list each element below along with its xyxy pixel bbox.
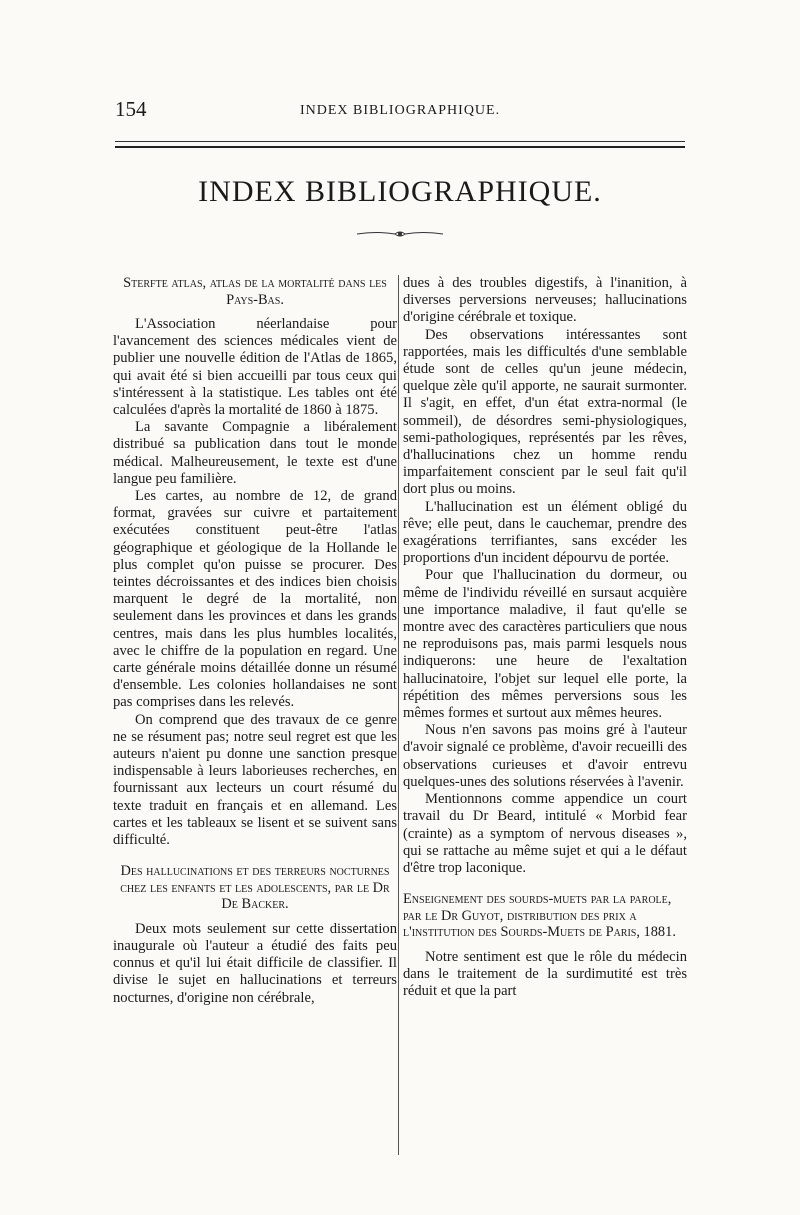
hallucinations-paragraph-3: L'hallucination est un élément obligé du rêve; elle peut, dans le cauchemar, prendre des exagérations terrifiantes, sans excéder les proportions d'un incident dépourvu de portée. <box>403 498 687 567</box>
hallucinations-paragraph-1-continued: dues à des troubles digestifs, à l'inanition, à diverses perversions nerveuses; hallucinations d'origine cérébrale et toxique. <box>403 275 687 326</box>
entry-title-sourds-muets: Enseignement des sourds-muets par la parole, par le Dr Guyot, distribution des prix a l'institution des Sourds-Muets de Paris, 1881. <box>403 891 676 941</box>
atlas-paragraph-1: L'Association néerlandaise pour l'avancement des sciences médicales vient de publier une nouvelle édition de l'Atlas de 1865, qui avait été si bien accueilli par tous ceux qui s'intéressent à la statistique. Les tables ont été calculées d'après la mortalité de 1860 à 1875. <box>113 316 397 419</box>
page-number: 154 <box>115 97 147 121</box>
hallucinations-paragraph-6: Mentionnons comme appendice un court travail du Dr Beard, intitulé « Morbid fear (crainte) as a symptom of nervous diseases », qui se rattache au même sujet et qui a le défaut d'être trop laconique. <box>403 791 687 876</box>
left-column <box>113 275 397 1007</box>
sourds-muets-paragraph-1: Notre sentiment est que le rôle du médecin dans le traitement de la surdimutité est très réduit et que la part <box>403 948 687 1000</box>
hallucinations-paragraph-2: Des observations intéressantes sont rapportées, mais les difficultés d'une semblable étude sont de celles qu'un jeune médecin, quelque zèle qu'il apporte, ne saurait surmonter. Il s'agit, en effet, d'un état extra-normal (le sommeil), de désordres semi-physiologiques, semi-pathologiques, représentés par les rêves, d'hallucinations chez un homme rendu imparfaitement conscient par le seul fait qu'il dort plus ou moins. <box>403 326 687 498</box>
page-header <box>115 97 685 131</box>
running-head: INDEX BIBLIOGRAPHIQUE. <box>300 103 501 118</box>
page-title: INDEX BIBLIOGRAPHIQUE. <box>198 175 602 208</box>
entry-title-atlas: Sterfte atlas, atlas de la mortalité dans les Pays-Bas. <box>123 275 387 308</box>
header-rule-thin <box>115 141 685 142</box>
atlas-paragraph-2: La savante Compagnie a libéralement distribué sa publication dans tout le monde médical. Malheureusement, le texte est d'une langue peu familière. <box>113 419 397 487</box>
entry-title-hallucinations: Des hallucinations et des terreurs nocturnes chez les enfants et les adolescents, par le Dr De Backer. <box>120 863 390 913</box>
ornament-flourish <box>355 228 445 240</box>
atlas-paragraph-3: Les cartes, au nombre de 12, de grand format, gravées sur cuivre et partaitement exécutées constituent peut-être l'atlas géographique et géologique de la Hollande le plus complet qu'on puisse se procurer. Des teintes décroissantes et des indices bien choisis marquent le degré de la mortalité, non seulement dans les provinces et dans les grands centres, mais dans les plus humbles localités, avec le chiffre de la population en regard. Une carte générale moins détaillée donne un résumé d'ensemble. Les colonies hollandaises ne sont pas comprises dans les relevés. <box>113 488 397 711</box>
hallucinations-paragraph-5: Nous n'en savons pas moins gré à l'auteur d'avoir signalé ce problème, d'avoir recueilli des observations curieuses et d'avoir entrevu quelques-unes des solutions réservées à l'avenir. <box>403 722 687 790</box>
hallucinations-paragraph-4: Pour que l'hallucination du dormeur, ou même de l'individu réveillé en sursaut acquière une importance maladive, il faut qu'elle se montre avec des caractères particuliers que nous ne reproduisons pas, mais parmi lesquels nous indiquerons: une heure de l'exaltation hallucinatoire, l'objet sur lequel elle porte, la répétition des mêmes perversions sous les mêmes formes et surtout aux mêmes heures. <box>403 567 687 722</box>
atlas-paragraph-4: On comprend que des travaux de ce genre ne se résument pas; notre seul regret est que les auteurs n'aient pu donne une sanction presque indispensable à leurs laborieuses recherches, en fournissant aux lecteurs un court résumé du texte traduit en français et en allemand. Les cartes et les tableaux se lisent et se suivent sans difficulté. <box>113 711 397 849</box>
hallucinations-paragraph-1: Deux mots seulement sur cette dissertation inaugurale où l'auteur a étudié des faits peu connus et qu'il lui était difficile de classifier. Il divise le sujet en hallucinations et terreurs nocturnes, d'origine non cérébrale, <box>113 920 397 1006</box>
right-column <box>403 275 687 1000</box>
column-divider <box>398 275 399 1155</box>
header-rule-thick <box>115 146 685 148</box>
